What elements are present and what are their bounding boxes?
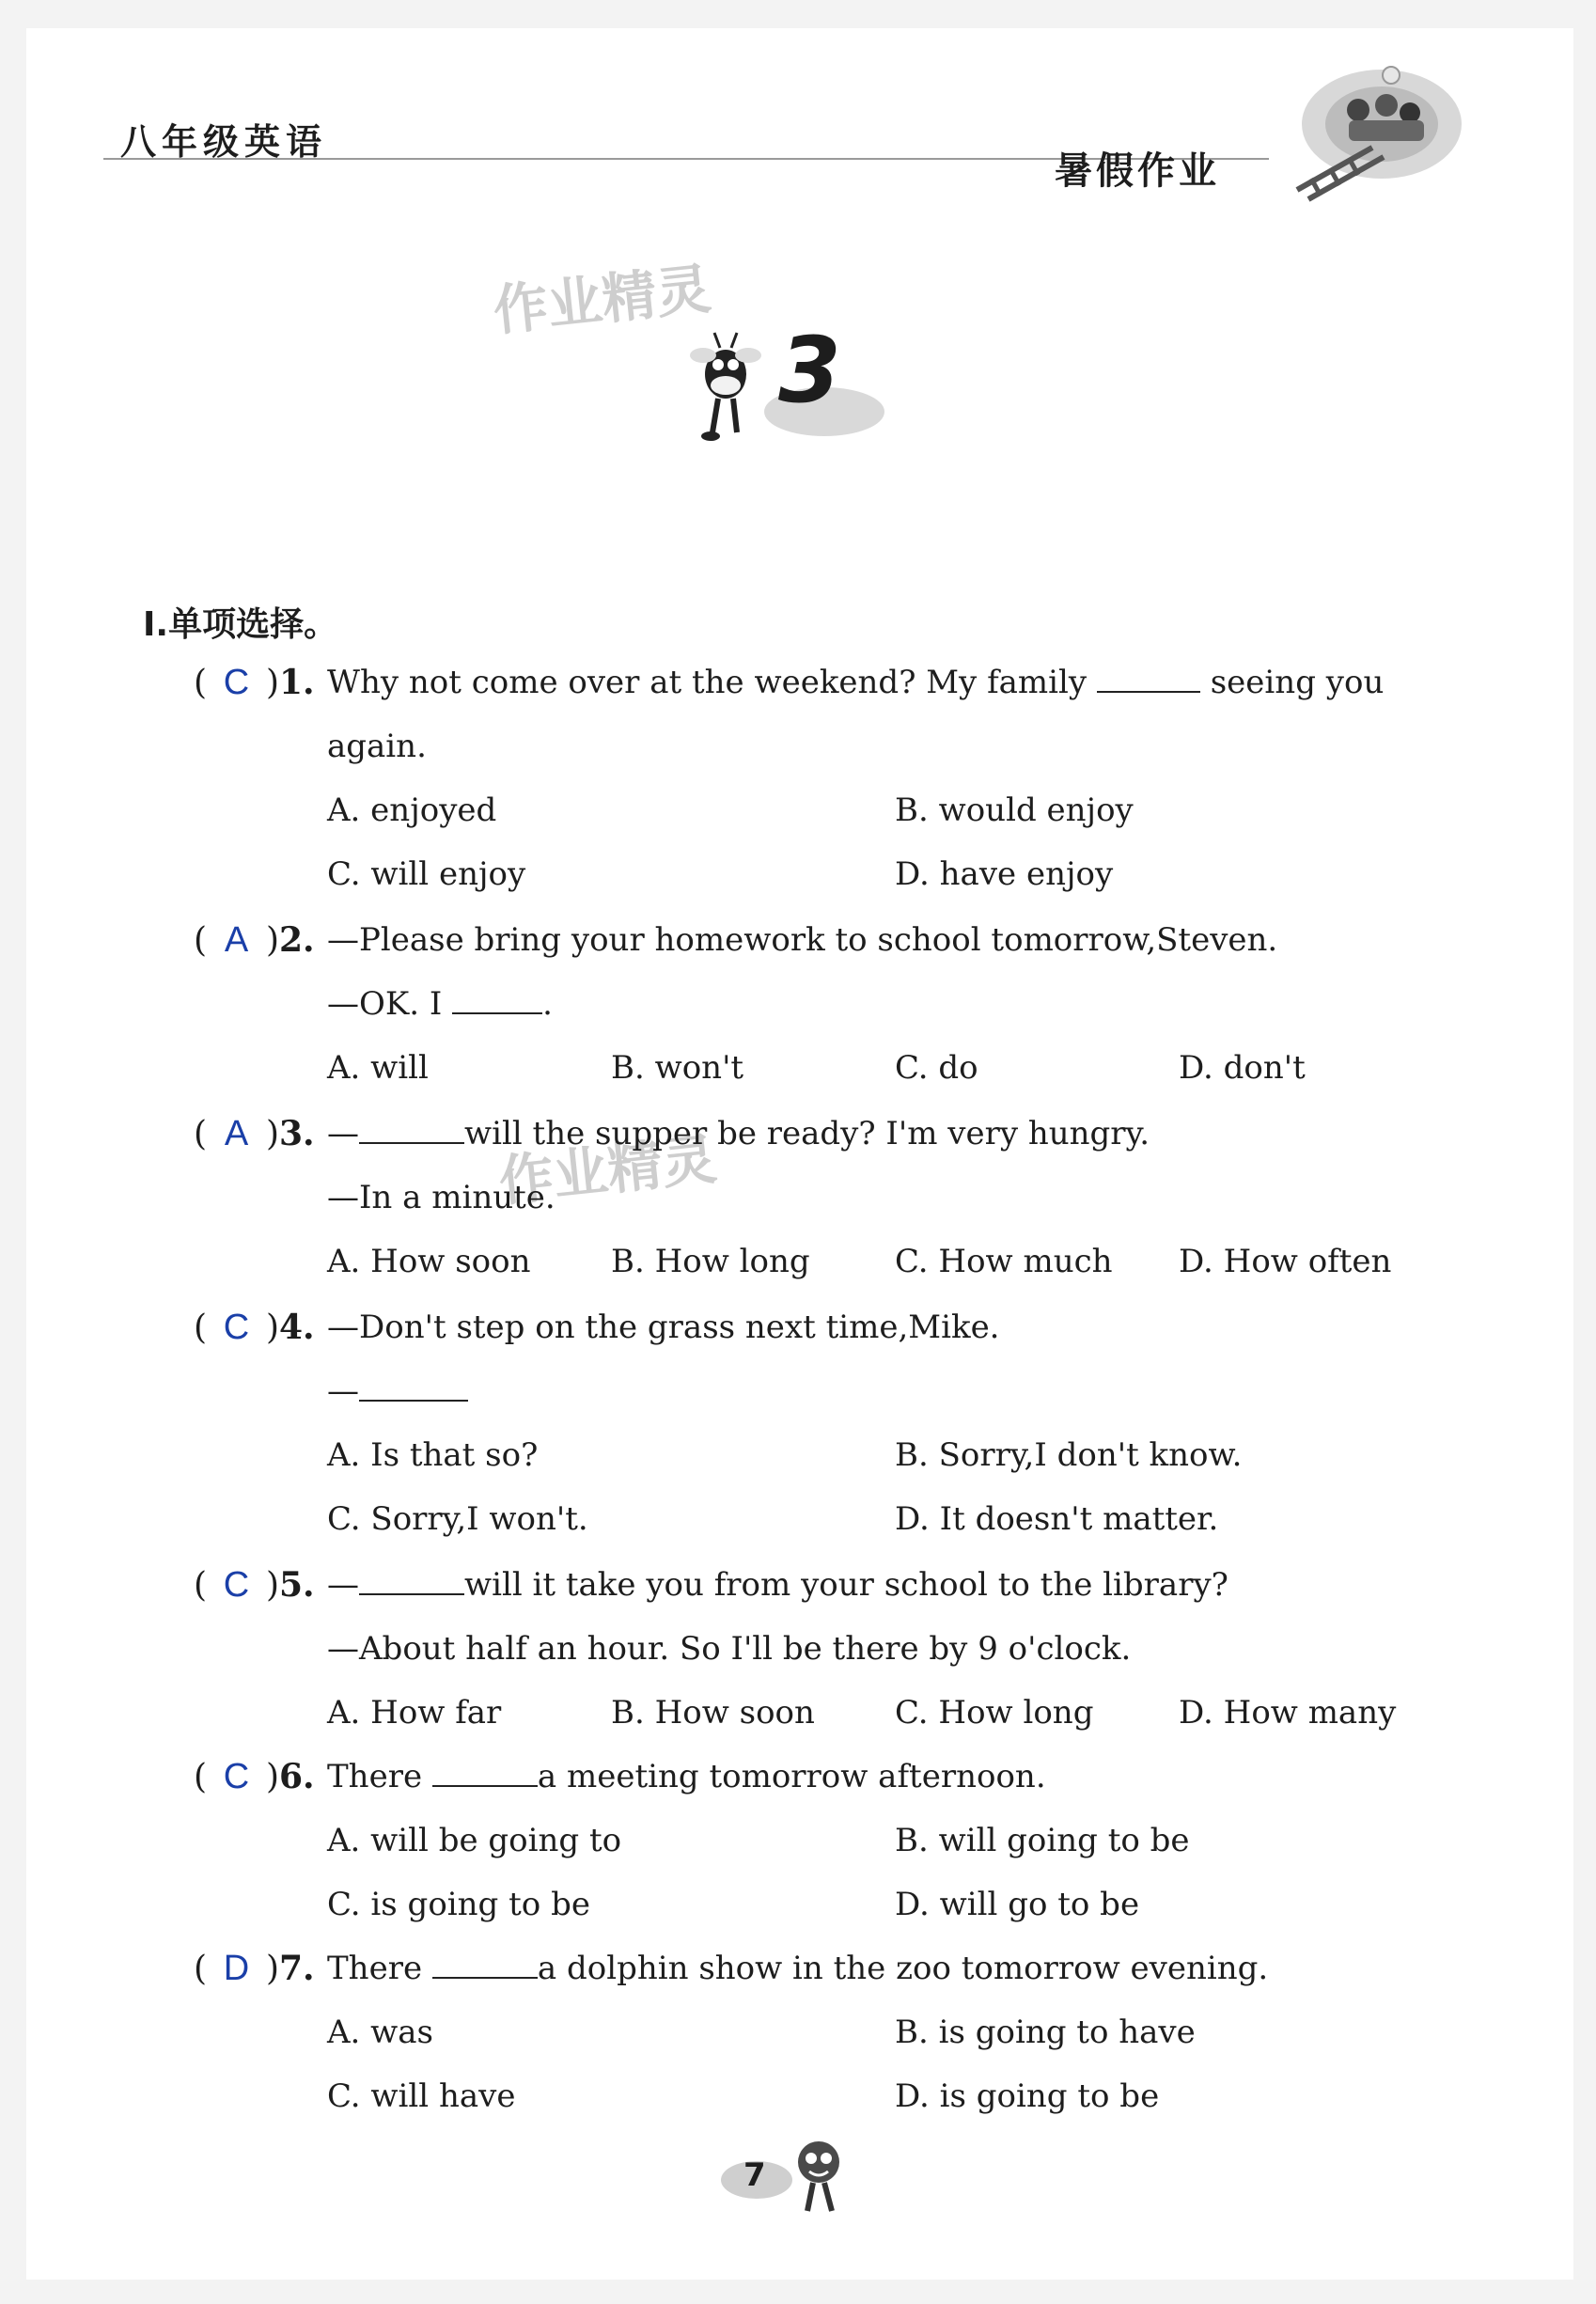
option-d: D. will go to be (895, 1886, 1140, 1923)
stem-text: — (327, 1115, 359, 1152)
answer-blank (1097, 665, 1200, 693)
answer-bracket: ( D )7. (194, 1949, 315, 1988)
answer-choice: C (223, 663, 250, 702)
option-b: B. How soon (611, 1694, 815, 1732)
question-stem: —Please bring your homework to school tomorrow,Steven. (327, 921, 1278, 959)
stem-text: will it take you from your school to the library? (464, 1566, 1228, 1604)
answer-choice: A (224, 920, 249, 960)
answer-blank (359, 1116, 464, 1144)
option-d: D. How often (1179, 1243, 1392, 1280)
option-d: D. have enjoy (895, 855, 1114, 893)
stem-text: Why not come over at the weekend? My family (327, 664, 1097, 701)
question-number: 2. (279, 920, 315, 960)
answer-blank (359, 1373, 468, 1402)
option-c: C. Sorry,I won't. (327, 1500, 588, 1538)
option-b: B. will going to be (895, 1822, 1190, 1859)
answer-choice: D (223, 1949, 250, 1988)
option-a: A. Is that so? (327, 1436, 539, 1474)
option-c: C. will enjoy (327, 855, 526, 893)
question-stem: —Don't step on the grass next time,Mike. (327, 1309, 1000, 1346)
answer-choice: C (223, 1308, 250, 1347)
answer-bracket: ( A )2. (194, 920, 315, 960)
answer-choice: C (223, 1565, 250, 1605)
option-d: D. is going to be (895, 2077, 1160, 2115)
answer-choice: C (223, 1757, 250, 1796)
question-number: 7. (279, 1949, 315, 1988)
stem-text: seeing you (1199, 664, 1385, 701)
question-stem-continued (327, 985, 553, 1023)
stem-text: a dolphin show in the zoo tomorrow evening. (537, 1950, 1269, 1987)
option-d: D. How many (1179, 1694, 1397, 1732)
header-grade-title: 八年级英语 (120, 121, 328, 163)
mascot-character-icon (787, 2136, 853, 2220)
stem-text: will the supper be ready? I'm very hungry. (464, 1115, 1150, 1152)
answer-bracket: ( C )1. (194, 663, 315, 702)
answer-blank (432, 1759, 538, 1787)
stem-text: a meeting tomorrow afternoon. (537, 1758, 1046, 1795)
unit-number: 3 (778, 318, 841, 423)
answer-bracket: ( C )4. (194, 1308, 315, 1347)
answer-bracket: ( A )3. (194, 1114, 315, 1153)
option-d: D. don't (1179, 1049, 1306, 1087)
option-b: B. is going to have (895, 2014, 1196, 2051)
watermark-middle: 作业精灵 (495, 1127, 720, 1214)
stem-text: There (327, 1950, 432, 1987)
option-c: C. How much (895, 1243, 1113, 1280)
stem-text: There (327, 1758, 432, 1795)
question-stem-continued: —About half an hour. So I'll be there by 9 o'clock. (327, 1630, 1132, 1668)
question-stem (327, 1566, 1228, 1604)
question-stem-continued: —In a minute. (327, 1179, 555, 1216)
answer-blank (452, 986, 542, 1014)
answer-blank (359, 1567, 464, 1595)
question-number: 4. (279, 1308, 315, 1347)
option-c: C. will have (327, 2077, 516, 2115)
option-b: B. How long (611, 1243, 810, 1280)
answer-bracket: ( C )6. (194, 1757, 315, 1796)
option-b: B. won't (611, 1049, 744, 1087)
question-stem (327, 664, 1384, 701)
option-b: B. Sorry,I don't know. (895, 1436, 1243, 1474)
option-a: A. was (327, 2014, 433, 2051)
option-b: B. would enjoy (895, 792, 1134, 829)
question-stem-continued (327, 1372, 468, 1410)
option-a: A. will (327, 1049, 429, 1087)
question-stem (327, 1758, 1046, 1795)
question-number: 3. (279, 1114, 315, 1153)
option-a: A. will be going to (327, 1822, 622, 1859)
option-a: A. How far (327, 1694, 502, 1732)
option-d: D. It doesn't matter. (895, 1500, 1219, 1538)
stem-text: . (542, 985, 553, 1023)
stem-text: —OK. I (327, 985, 453, 1023)
page-number: 7 (743, 2156, 766, 2194)
answer-bracket: ( C )5. (194, 1565, 315, 1605)
option-c: C. is going to be (327, 1886, 590, 1923)
option-c: C. do (895, 1049, 978, 1087)
option-c: C. How long (895, 1694, 1094, 1732)
question-stem (327, 1950, 1268, 1987)
question-stem-continued: again. (327, 728, 427, 765)
answer-choice: A (224, 1114, 249, 1153)
watermark-top: 作业精灵 (490, 257, 714, 343)
section-title: Ⅰ.单项选择。 (143, 605, 338, 644)
question-number: 1. (279, 663, 315, 702)
question-number: 5. (279, 1565, 315, 1605)
header-homework-title: 暑假作业 (1055, 149, 1220, 193)
cartoon-students-icon (1269, 58, 1466, 209)
option-a: A. enjoyed (327, 792, 497, 829)
stem-text: — (327, 1566, 359, 1604)
question-stem (327, 1115, 1150, 1152)
option-a: A. How soon (327, 1243, 531, 1280)
stem-text: — (327, 1372, 359, 1410)
answer-blank (432, 1951, 538, 1979)
question-number: 6. (279, 1757, 315, 1796)
